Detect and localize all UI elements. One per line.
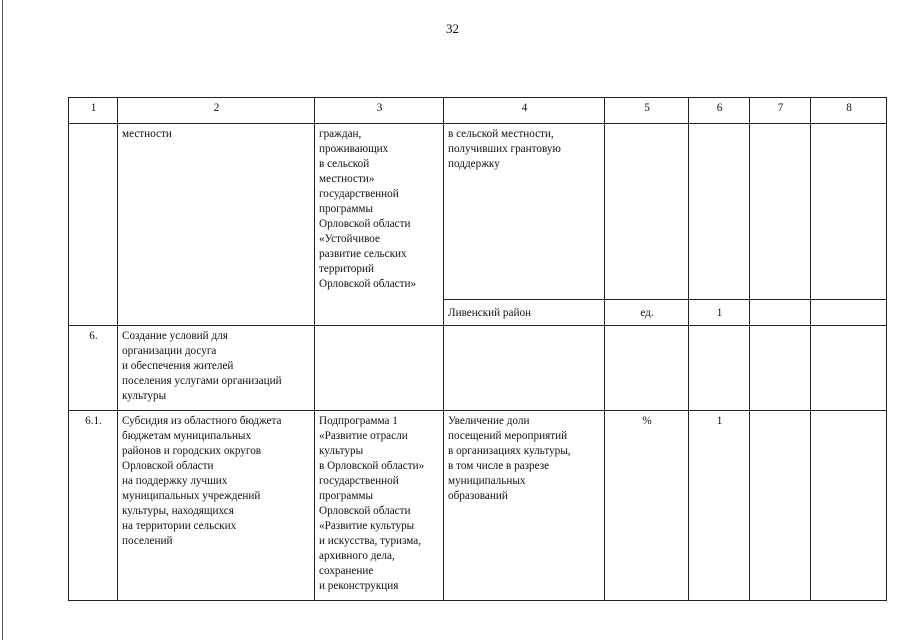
header-cell: 3 xyxy=(315,98,444,124)
header-cell: 5 xyxy=(605,98,689,124)
program-cell: Подпрограмма 1 «Развитие отрасли культуры в Орловской области» государственной программы Орловской области «Развитие культуры и искусства, туризма, архивного дела, сохранение и реконструкция xyxy=(315,411,444,601)
event-name-cell: Создание условий для организации досуга и обеспечения жителей поселения услугами организаций культуры xyxy=(118,326,315,411)
header-cell: 6 xyxy=(689,98,750,124)
value-cell xyxy=(811,124,887,300)
event-name-cell: Субсидия из областного бюджета бюджетам муниципальных районов и городских округов Орловской области на поддержку лучших муниципальных учреждений культуры, находящихся на территории сельских поселений xyxy=(118,411,315,601)
program-cell xyxy=(315,326,444,411)
header-cell: 4 xyxy=(444,98,605,124)
indicator-cell: в сельской местности, получивших грантовую поддержку xyxy=(444,124,605,300)
header-cell: 7 xyxy=(750,98,811,124)
row-number-cell xyxy=(69,124,118,326)
value-cell xyxy=(811,326,887,411)
table-row xyxy=(69,124,887,300)
table-row xyxy=(69,411,887,601)
header-cell: 2 xyxy=(118,98,315,124)
unit-cell xyxy=(605,124,689,300)
indicator-cell: Увеличение доли посещений мероприятий в организациях культуры, в том числе в разрезе муниципальных образований xyxy=(444,411,605,601)
page-left-edge-line xyxy=(2,0,3,640)
row-number-cell: 6. xyxy=(69,326,118,411)
value-cell xyxy=(750,326,811,411)
header-cell: 1 xyxy=(69,98,118,124)
value-cell xyxy=(689,326,750,411)
page-number: 32 xyxy=(446,21,459,36)
row-number-cell: 6.1. xyxy=(69,411,118,601)
value-cell xyxy=(811,411,887,601)
indicator-cell xyxy=(444,326,605,411)
value-cell xyxy=(811,300,887,326)
document-table xyxy=(68,97,887,601)
unit-cell: ед. xyxy=(605,300,689,326)
table-header-row xyxy=(69,98,887,124)
value-cell: 1 xyxy=(689,300,750,326)
event-name-cell: местности xyxy=(118,124,315,326)
value-cell xyxy=(750,300,811,326)
program-cell: граждан, проживающих в сельской местности» государственной программы Орловской области «Устойчивое развитие сельских территорий Орловской области» xyxy=(315,124,444,326)
table-row xyxy=(69,326,887,411)
value-cell xyxy=(689,124,750,300)
unit-cell xyxy=(605,326,689,411)
header-cell: 8 xyxy=(811,98,887,124)
indicator-cell: Ливенский район xyxy=(444,300,605,326)
value-cell: 1 xyxy=(689,411,750,601)
unit-cell: % xyxy=(605,411,689,601)
value-cell xyxy=(750,411,811,601)
value-cell xyxy=(750,124,811,300)
